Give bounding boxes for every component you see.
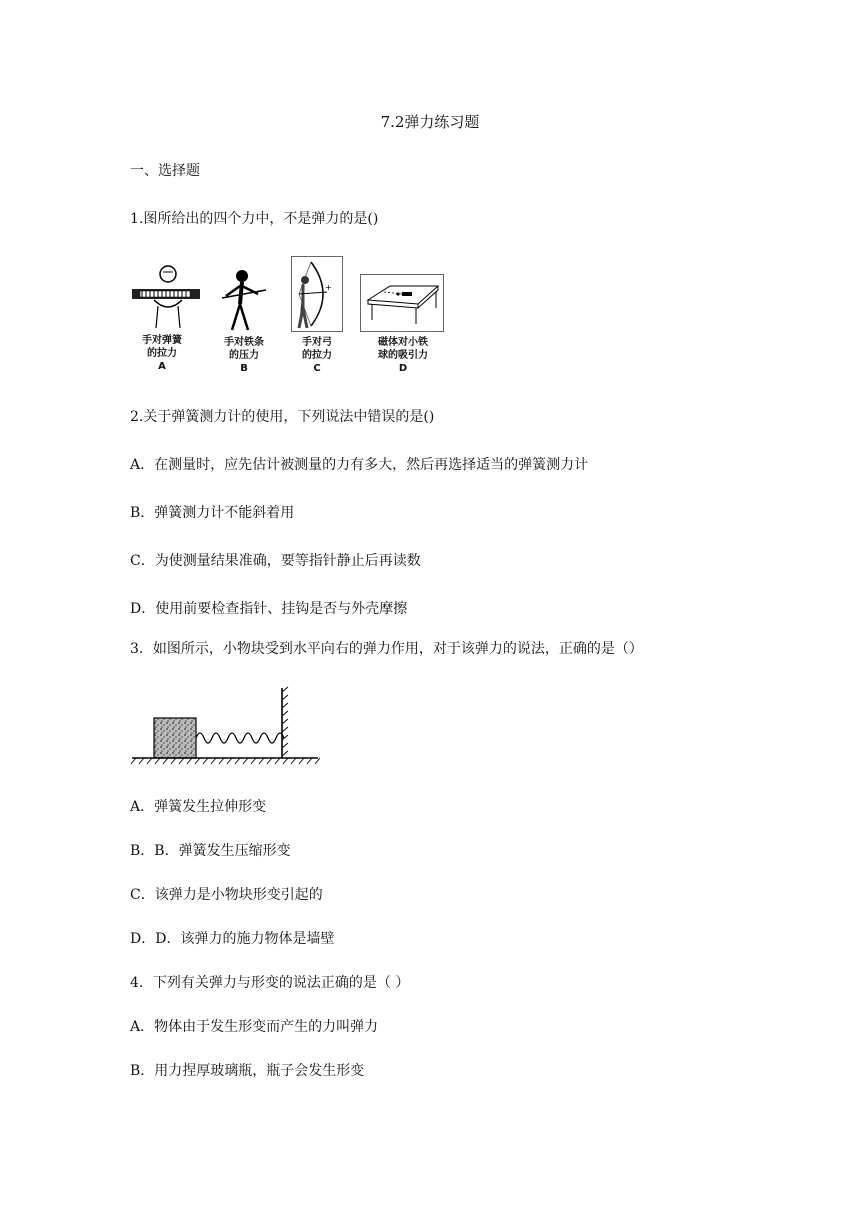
- question-3-stem: 3．如图所示，小物块受到水平向右的弹力作用，对于该弹力的说法，正确的是（）: [130, 641, 643, 657]
- q1-caption-b-line1: 手对铁条: [224, 337, 264, 348]
- svg-text:+: +: [325, 283, 332, 292]
- q1-caption-b-line2: 的压力: [229, 350, 259, 361]
- q1-caption-d-letter: D: [398, 363, 408, 374]
- question-4-stem: 4．下列有关弹力与形变的说法正确的是（ ）: [130, 975, 410, 991]
- q2-option-a: A．在测量时，应先估计被测量的力有多大，然后再选择适当的弹簧测力计: [130, 457, 589, 473]
- q3-option-d: D．D．该弹力的施力物体是墙壁: [130, 931, 335, 947]
- q1-caption-a: [136, 334, 188, 373]
- section-heading: 一、选择题: [130, 163, 200, 179]
- q2-option-b: B．弹簧测力计不能斜着用: [130, 505, 295, 521]
- question-1-stem: 1.图所给出的四个力中，不是弹力的是(): [130, 211, 379, 227]
- q4-option-a: A．物体由于发生形变而产生的力叫弹力: [130, 1019, 379, 1035]
- q1-caption-a-line2: 的拉力: [147, 348, 177, 359]
- q1-caption-a-line1: 手对弹簧: [142, 335, 182, 346]
- q2-option-d: D．使用前要检查指针、挂钩是否与外壳摩擦: [130, 601, 408, 617]
- question-2-stem: 2.关于弹簧测力计的使用，下列说法中错误的是(): [130, 409, 435, 425]
- q3-option-b: B．B．弹簧发生压缩形变: [130, 843, 291, 859]
- q1-caption-c-letter: C: [313, 363, 321, 374]
- q1-figure-b: [218, 268, 270, 334]
- q1-caption-d-line1: 磁体对小铁: [378, 337, 428, 348]
- q1-caption-c-line1: 手对弓: [302, 337, 332, 348]
- q1-caption-b-letter: B: [240, 363, 248, 374]
- q2-option-c: C．为使测量结果准确，要等指针静止后再读数: [130, 553, 421, 569]
- q1-caption-c: [289, 336, 345, 375]
- q1-caption-d-line2: 球的吸引力: [378, 350, 428, 361]
- q1-figure-a: [130, 262, 202, 332]
- q4-option-b: B．用力捏厚玻璃瓶，瓶子会发生形变: [130, 1063, 365, 1079]
- q3-option-a: A．弹簧发生拉伸形变: [130, 799, 267, 815]
- q1-caption-c-line2: 的拉力: [302, 350, 332, 361]
- q3-figure-spring-block: [130, 686, 320, 770]
- q1-figure-c: [291, 256, 343, 332]
- q1-figure-d: [360, 274, 444, 332]
- q3-option-c: C．该弹力是小物块形变引起的: [130, 887, 323, 903]
- page-title: 7.2弹力练习题: [380, 113, 480, 131]
- q1-caption-a-letter: A: [158, 361, 166, 372]
- q1-caption-d: [370, 336, 436, 375]
- q1-caption-b: [216, 336, 272, 375]
